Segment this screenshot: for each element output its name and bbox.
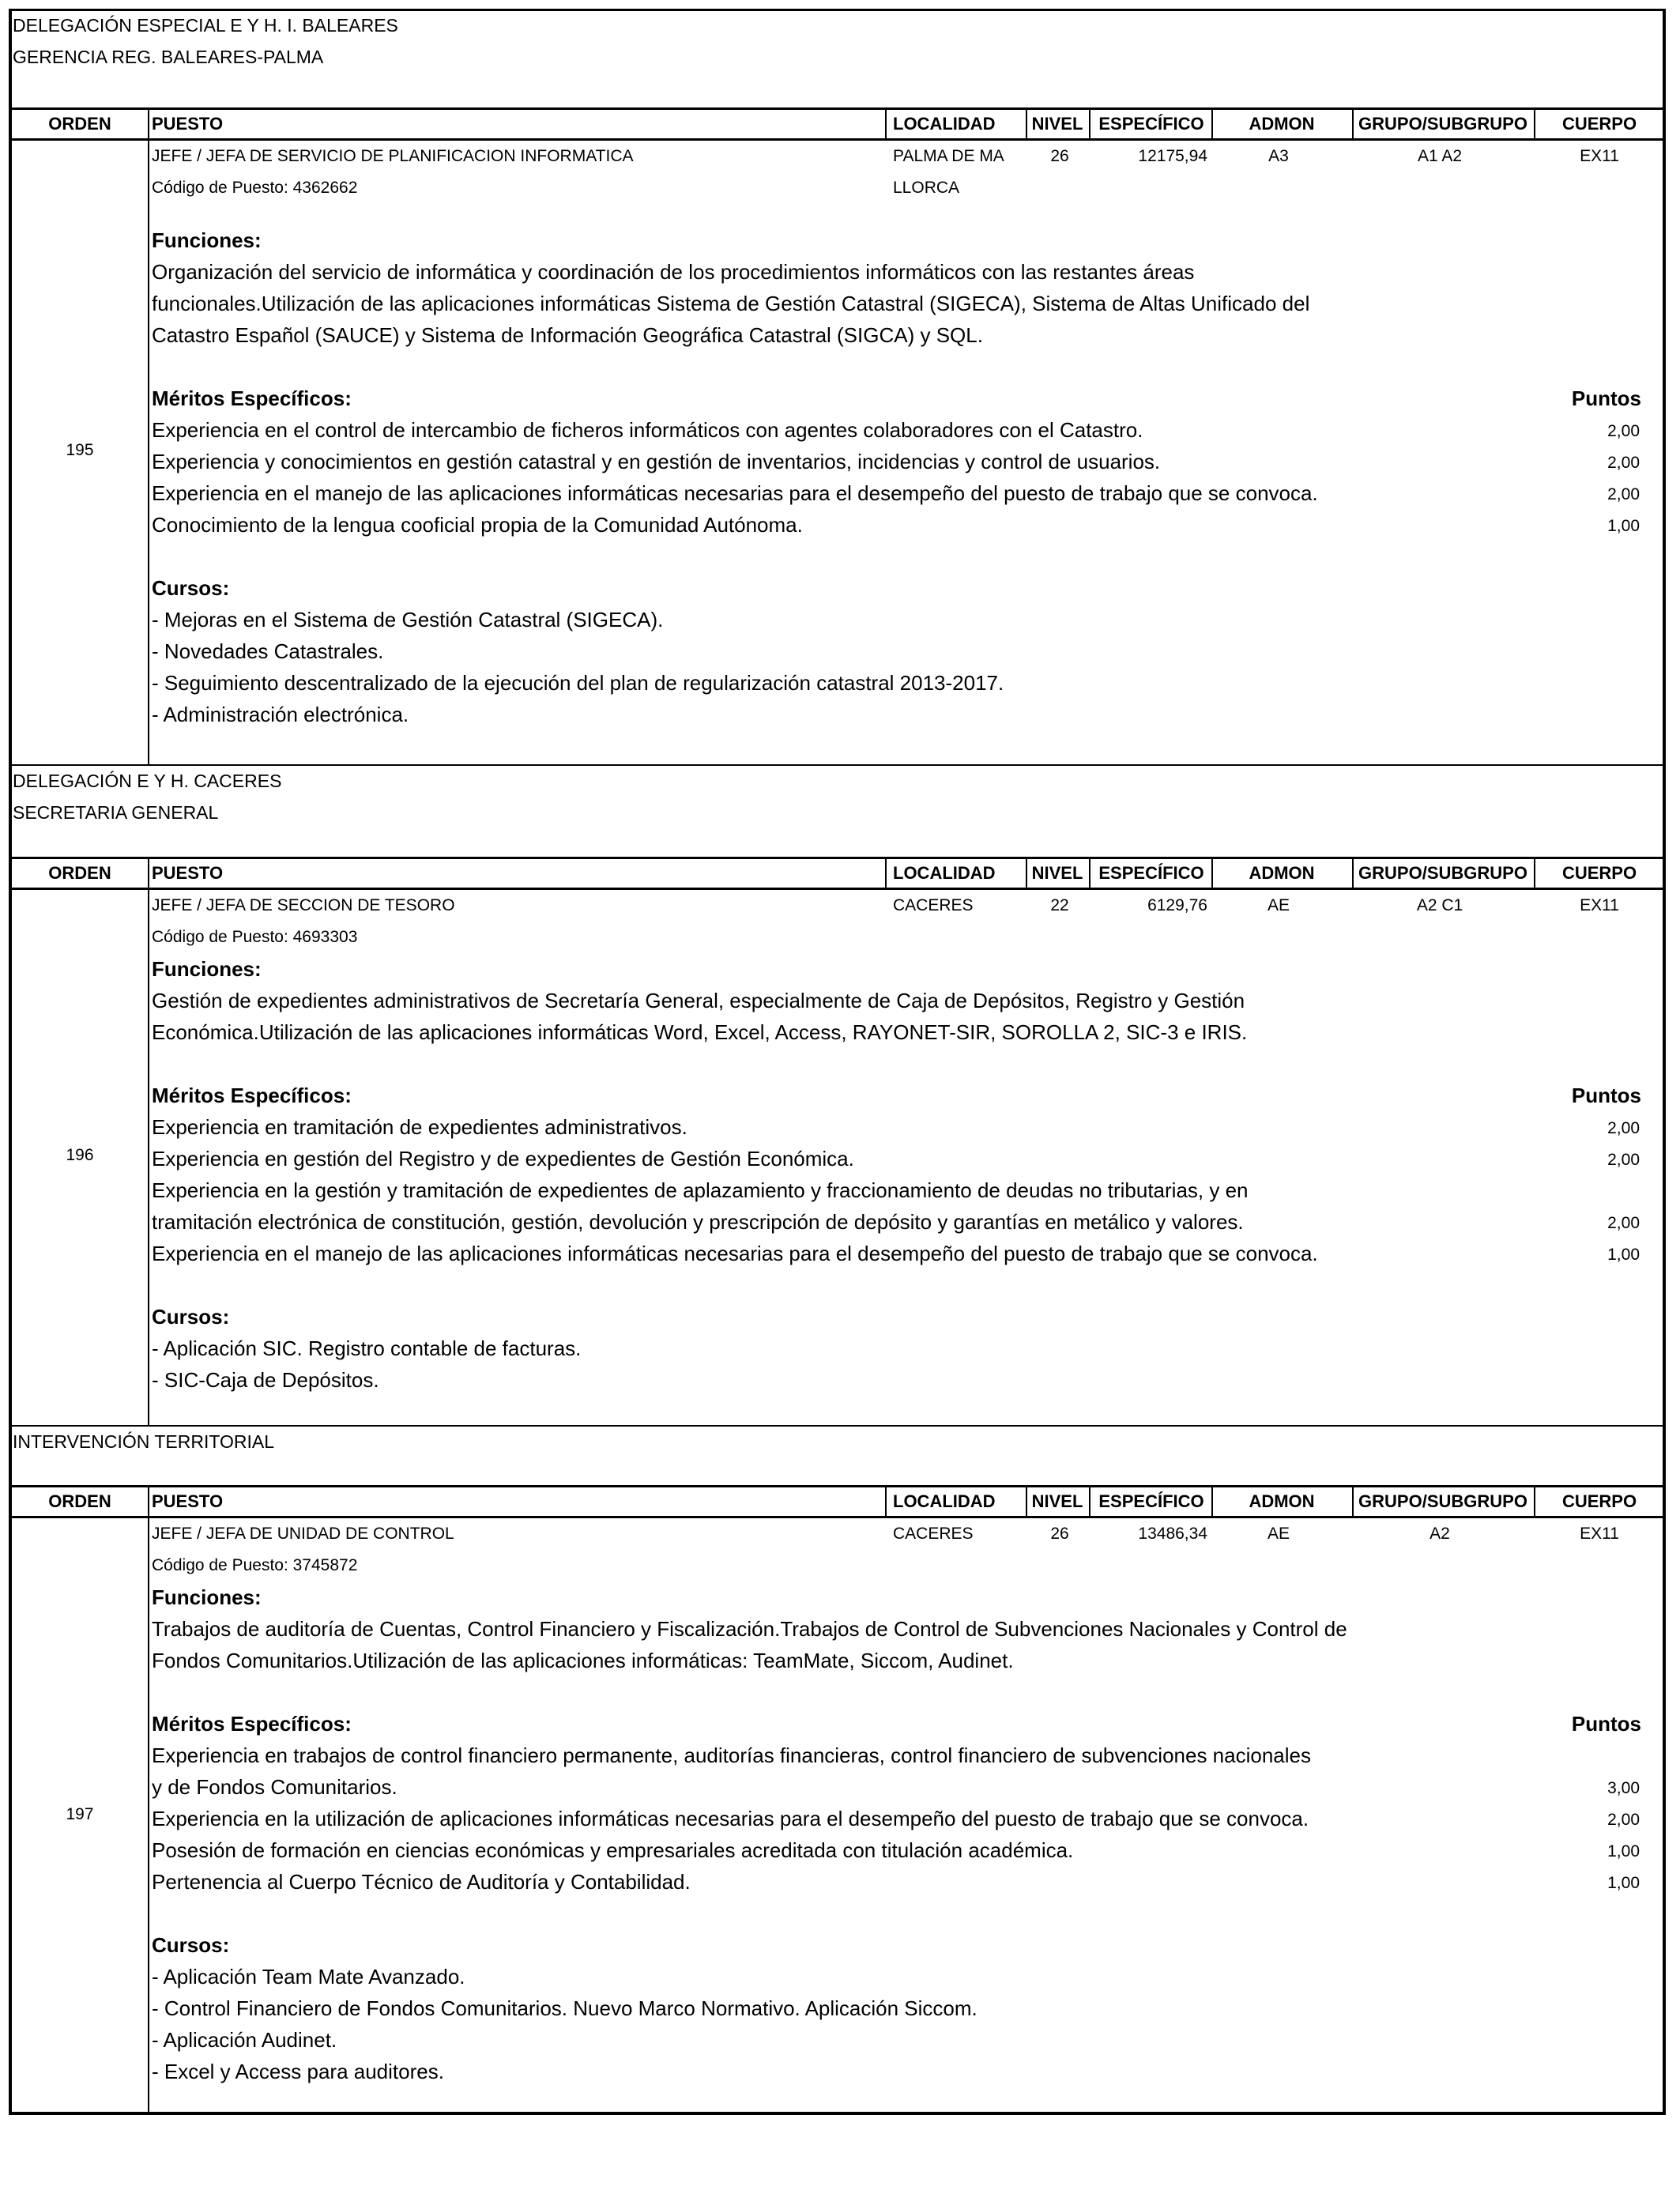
header-orden: ORDEN — [48, 114, 111, 134]
admon-value: AE — [1267, 1525, 1290, 1543]
header-nivel: NIVEL — [1031, 863, 1083, 883]
admon-value: A3 — [1268, 147, 1289, 165]
admon-value: AE — [1267, 896, 1290, 914]
meritos-label: Méritos Específicos: — [152, 1084, 352, 1107]
grupo-value: A2 — [1430, 1525, 1450, 1543]
funciones-label: Funciones: — [152, 228, 262, 252]
header-especifico: ESPECÍFICO — [1098, 863, 1204, 883]
header-localidad: LOCALIDAD — [893, 1491, 996, 1511]
column-divider — [1211, 857, 1213, 889]
rule-line — [9, 888, 1666, 890]
codigo-puesto: Código de Puesto: 4693303 — [152, 928, 358, 946]
grupo-value: A1 A2 — [1417, 147, 1463, 165]
rule-line — [9, 1425, 1666, 1427]
localidad-value: CACERES — [893, 1525, 974, 1543]
orden-number: 195 — [66, 441, 94, 459]
column-divider — [148, 857, 149, 889]
merito-puntos: 2,00 — [1607, 1151, 1640, 1169]
puntos-label: Puntos — [1571, 1084, 1641, 1107]
section-title: DELEGACIÓN ESPECIAL E Y H. I. BALEARES — [13, 15, 398, 36]
curso-item: - Control Financiero de Fondos Comunitarios. Nuevo Marco Normativo. Aplicación Siccom. — [152, 1996, 977, 2020]
merito-puntos: 2,00 — [1607, 454, 1640, 472]
section-title: GERENCIA REG. BALEARES-PALMA — [13, 47, 324, 67]
curso-item: - Seguimiento descentralizado de la ejecución del plan de regularización catastral 2013-2017. — [152, 671, 1004, 695]
header-especifico: ESPECÍFICO — [1098, 114, 1204, 134]
header-puesto: PUESTO — [152, 863, 224, 883]
cursos-label: Cursos: — [152, 576, 230, 600]
especifico-value: 6129,76 — [1147, 896, 1207, 914]
nivel-value: 26 — [1050, 1525, 1069, 1543]
meritos-label: Méritos Específicos: — [152, 1712, 352, 1736]
merito-puntos: 1,00 — [1607, 517, 1640, 535]
column-divider — [148, 1485, 149, 1517]
nivel-value: 22 — [1050, 896, 1069, 914]
header-cuerpo: CUERPO — [1561, 863, 1637, 883]
column-divider — [885, 1485, 887, 1517]
orden-number: 196 — [66, 1146, 94, 1164]
header-grupo: GRUPO/SUBGRUPO — [1358, 114, 1527, 134]
rule-line — [9, 857, 1666, 859]
grupo-value: A2 C1 — [1416, 896, 1463, 914]
merito-text: Experiencia y conocimientos en gestión catastral y en gestión de inventarios, incidencias y control de usuarios. — [152, 450, 1161, 473]
cuerpo-value: EX11 — [1580, 147, 1619, 165]
meritos-label: Méritos Específicos: — [152, 386, 352, 410]
merito-text: Experiencia en gestión del Registro y de expedientes de Gestión Económica. — [152, 1147, 854, 1171]
funciones-text: Económica.Utilización de las aplicaciones informáticas Word, Excel, Access, RAYONET-SIR, SOROLLA 2, SIC-3 e IRIS. — [152, 1020, 1248, 1044]
funciones-text: funcionales.Utilización de las aplicaciones informáticas Sistema de Gestión Catastral (SIGECA), Sistema de Altas Unificado del — [152, 292, 1310, 315]
curso-item: - Mejoras en el Sistema de Gestión Catastral (SIGECA). — [152, 608, 664, 631]
column-divider — [1352, 857, 1354, 889]
funciones-text: Catastro Español (SAUCE) y Sistema de Información Geográfica Catastral (SIGCA) y SQL. — [152, 323, 983, 347]
funciones-text: Trabajos de auditoría de Cuentas, Control Financiero y Fiscalización.Trabajos de Control de Subvenciones Nacionales y Control de — [152, 1617, 1347, 1641]
column-divider — [1089, 1485, 1090, 1517]
rule-line — [9, 1485, 1666, 1487]
column-divider — [1026, 857, 1027, 889]
header-grupo: GRUPO/SUBGRUPO — [1358, 863, 1527, 883]
column-divider — [1352, 107, 1354, 140]
column-divider — [1026, 107, 1027, 140]
funciones-label: Funciones: — [152, 957, 262, 981]
cursos-label: Cursos: — [152, 1933, 230, 1957]
especifico-value: 12175,94 — [1138, 147, 1207, 165]
header-admon: ADMON — [1249, 1491, 1315, 1511]
merito-puntos: 1,00 — [1607, 1842, 1640, 1860]
column-divider — [148, 888, 149, 1425]
codigo-puesto: Código de Puesto: 3745872 — [152, 1556, 358, 1574]
column-divider — [1089, 107, 1090, 140]
orden-number: 197 — [66, 1805, 94, 1823]
header-admon: ADMON — [1249, 863, 1315, 883]
section-title: INTERVENCIÓN TERRITORIAL — [13, 1431, 275, 1452]
curso-item: - Aplicación SIC. Registro contable de facturas. — [152, 1336, 582, 1360]
merito-text: Conocimiento de la lengua cooficial propia de la Comunidad Autónoma. — [152, 513, 803, 537]
header-especifico: ESPECÍFICO — [1098, 1491, 1204, 1511]
header-localidad: LOCALIDAD — [893, 114, 996, 134]
merito-text: tramitación electrónica de constitución, gestión, devolución y prescripción de depósito y garantías en metálico y valores. — [152, 1210, 1244, 1234]
merito-puntos: 3,00 — [1607, 1779, 1640, 1797]
column-divider — [1534, 857, 1535, 889]
header-nivel: NIVEL — [1031, 1491, 1083, 1511]
column-divider — [1211, 107, 1213, 140]
curso-item: - Administración electrónica. — [152, 703, 409, 726]
column-divider — [1534, 107, 1535, 140]
header-cuerpo: CUERPO — [1561, 1491, 1637, 1511]
merito-text: Pertenencia al Cuerpo Técnico de Auditoría y Contabilidad. — [152, 1870, 691, 1894]
header-orden: ORDEN — [48, 863, 111, 883]
curso-item: - SIC-Caja de Depósitos. — [152, 1368, 379, 1392]
column-divider — [885, 857, 887, 889]
header-localidad: LOCALIDAD — [893, 863, 996, 883]
funciones-label: Funciones: — [152, 1585, 262, 1609]
rule-line — [9, 138, 1666, 141]
column-divider — [148, 138, 149, 764]
column-divider — [1534, 1485, 1535, 1517]
merito-text: Experiencia en la gestión y tramitación de expedientes de aplazamiento y fraccionamiento de deudas no tributarias, y en — [152, 1178, 1249, 1202]
column-divider — [148, 1516, 149, 2115]
rule-line — [9, 107, 1666, 110]
header-cuerpo: CUERPO — [1561, 114, 1637, 134]
merito-puntos: 1,00 — [1607, 1874, 1640, 1892]
merito-puntos: 2,00 — [1607, 485, 1640, 503]
puntos-label: Puntos — [1571, 1712, 1641, 1736]
merito-text: Experiencia en trabajos de control financiero permanente, auditorías financieras, control financiero de subvenciones nacionales — [152, 1744, 1311, 1767]
localidad-value: CACERES — [893, 896, 974, 914]
puntos-label: Puntos — [1571, 386, 1641, 410]
merito-text: Experiencia en el control de intercambio de ficheros informáticos con agentes colaboradores con el Catastro. — [152, 418, 1143, 442]
header-orden: ORDEN — [48, 1491, 111, 1511]
merito-puntos: 1,00 — [1607, 1246, 1640, 1264]
curso-item: - Aplicación Team Mate Avanzado. — [152, 1965, 465, 1989]
cuerpo-value: EX11 — [1580, 896, 1619, 914]
merito-text: Experiencia en tramitación de expedientes administrativos. — [152, 1115, 687, 1139]
header-admon: ADMON — [1249, 114, 1315, 134]
column-divider — [1352, 1485, 1354, 1517]
curso-item: - Aplicación Audinet. — [152, 2028, 337, 2052]
curso-item: - Excel y Access para auditores. — [152, 2060, 444, 2083]
especifico-value: 13486,34 — [1138, 1525, 1207, 1543]
header-puesto: PUESTO — [152, 114, 224, 134]
funciones-text: Gestión de expedientes administrativos de Secretaría General, especialmente de Caja de Depósitos, Registro y Gestión — [152, 989, 1245, 1012]
merito-puntos: 2,00 — [1607, 1119, 1640, 1137]
localidad-value: PALMA DE MA — [893, 147, 1004, 165]
merito-puntos: 2,00 — [1607, 1811, 1640, 1829]
localidad-value: LLORCA — [893, 179, 960, 197]
column-divider — [885, 107, 887, 140]
puesto-title: JEFE / JEFA DE UNIDAD DE CONTROL — [152, 1525, 454, 1543]
funciones-text: Organización del servicio de informática y coordinación de los procedimientos informáticos con las restantes áreas — [152, 260, 1195, 284]
section-title: SECRETARIA GENERAL — [13, 802, 219, 823]
merito-text: Posesión de formación en ciencias económicas y empresariales acreditada con titulación académica. — [152, 1838, 1074, 1862]
column-divider — [1026, 1485, 1027, 1517]
codigo-puesto: Código de Puesto: 4362662 — [152, 179, 358, 197]
merito-text: y de Fondos Comunitarios. — [152, 1775, 397, 1799]
header-nivel: NIVEL — [1031, 114, 1083, 134]
cursos-label: Cursos: — [152, 1305, 230, 1329]
rule-line — [9, 764, 1666, 766]
rule-line — [9, 9, 1666, 11]
header-grupo: GRUPO/SUBGRUPO — [1358, 1491, 1527, 1511]
puesto-title: JEFE / JEFA DE SERVICIO DE PLANIFICACION INFORMATICA — [152, 147, 634, 165]
merito-puntos: 2,00 — [1607, 1214, 1640, 1232]
nivel-value: 26 — [1050, 147, 1069, 165]
column-divider — [148, 107, 149, 140]
cuerpo-value: EX11 — [1580, 1525, 1619, 1543]
rule-line — [9, 1516, 1666, 1518]
header-puesto: PUESTO — [152, 1491, 224, 1511]
merito-puntos: 2,00 — [1607, 422, 1640, 440]
funciones-text: Fondos Comunitarios.Utilización de las aplicaciones informáticas: TeamMate, Siccom, Audinet. — [152, 1649, 1014, 1672]
merito-text: Experiencia en el manejo de las aplicaciones informáticas necesarias para el desempeño del puesto de trabajo que se convoca. — [152, 1242, 1318, 1265]
puesto-title: JEFE / JEFA DE SECCION DE TESORO — [152, 896, 455, 914]
section-title: DELEGACIÓN E Y H. CACERES — [13, 771, 282, 791]
curso-item: - Novedades Catastrales. — [152, 639, 384, 663]
column-divider — [1089, 857, 1090, 889]
merito-text: Experiencia en el manejo de las aplicaciones informáticas necesarias para el desempeño del puesto de trabajo que se convoca. — [152, 481, 1318, 505]
column-divider — [1211, 1485, 1213, 1517]
merito-text: Experiencia en la utilización de aplicaciones informáticas necesarias para el desempeño del puesto de trabajo que se convoca. — [152, 1807, 1309, 1830]
